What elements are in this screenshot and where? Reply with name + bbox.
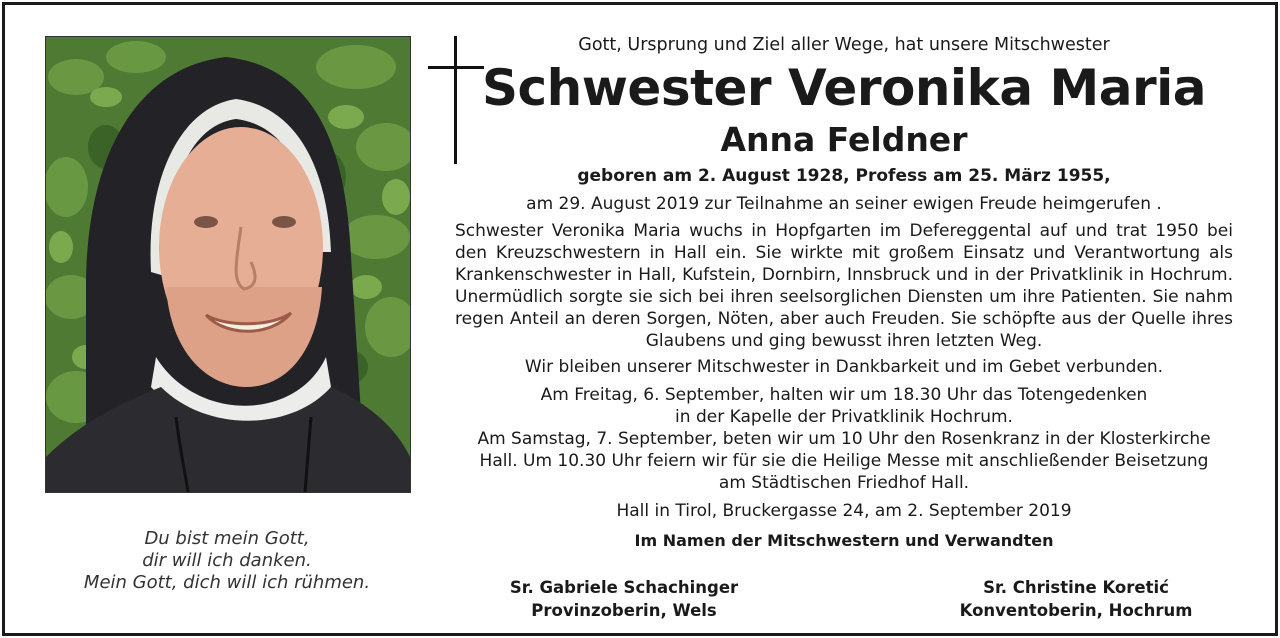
life-dates: geboren am 2. August 1928, Profess am 25. März 1955, bbox=[577, 166, 1111, 186]
birth-name: Anna Feldner bbox=[720, 120, 968, 159]
on-behalf-line: Im Namen der Mitschwestern und Verwandten bbox=[634, 531, 1054, 550]
saturday-line: Hall. Um 10.30 Uhr feiern wir für sie die Heilige Messe mit anschließender Beisetzung bbox=[479, 451, 1209, 471]
intro-line: Gott, Ursprung und Ziel aller Wege, hat unsere Mitschwester bbox=[578, 35, 1110, 55]
gratitude-line: Wir bleiben unserer Mitschwester in Dankbarkeit und im Gebet verbunden. bbox=[524, 357, 1164, 377]
signer-right bbox=[941, 576, 1211, 622]
biography: Schwester Veronika Maria wuchs in Hopfgarten im Defereggental auf und trat 1950 bei den Kreuzschwestern in Hall ein. Sie wirkte mit großem Einsatz und Verantwortung als Krankenschwester in Hall, Kufstein, Dornbirn, Innsbruck und in der Privatklinik in Hochrum. Unermüdlich sorgte sie sich bei ihren seelsorglichen Diensten um ihre Patienten. Sie nahm regen Anteil an deren Sorgen, Nöten, aber auch Freuden. Sie schöpfte aus der Quelle ihres Glaubens und ging bewusst ihren letzten Weg. bbox=[455, 221, 1233, 351]
verse-line: Mein Gott, dich will ich rühmen. bbox=[83, 572, 371, 593]
obituary-text bbox=[455, 32, 1233, 552]
death-line: am 29. August 2019 zur Teilnahme an seiner ewigen Freude heimgerufen . bbox=[526, 194, 1162, 214]
signer-name: Sr. Gabriele Schachinger bbox=[509, 578, 739, 597]
bible-verse bbox=[45, 528, 409, 594]
signer-role: Konventoberin, Hochrum bbox=[959, 601, 1193, 620]
saturday-line: Am Samstag, 7. September, beten wir um 10 Uhr den Rosenkranz in der Klosterkirche bbox=[477, 429, 1211, 449]
friday-line: in der Kapelle der Privatklinik Hochrum. bbox=[675, 407, 1013, 427]
friday-service bbox=[455, 384, 1233, 428]
friday-line: Am Freitag, 6. September, halten wir um 18.30 Uhr das Totengedenken bbox=[540, 385, 1148, 405]
verse-line: Du bist mein Gott, bbox=[144, 528, 310, 549]
signer-role: Provinzoberin, Wels bbox=[531, 601, 717, 620]
saturday-line: am Städtischen Friedhof Hall. bbox=[718, 473, 970, 493]
portrait-photo bbox=[45, 36, 411, 493]
verse-line: dir will ich danken. bbox=[142, 550, 312, 571]
deceased-name: Schwester Veronika Maria bbox=[481, 59, 1207, 117]
signer-left bbox=[489, 576, 759, 622]
place-date: Hall in Tirol, Bruckergasse 24, am 2. September 2019 bbox=[616, 501, 1072, 521]
saturday-service bbox=[455, 428, 1233, 494]
signer-name: Sr. Christine Koretić bbox=[983, 578, 1169, 597]
signers bbox=[455, 576, 1233, 626]
